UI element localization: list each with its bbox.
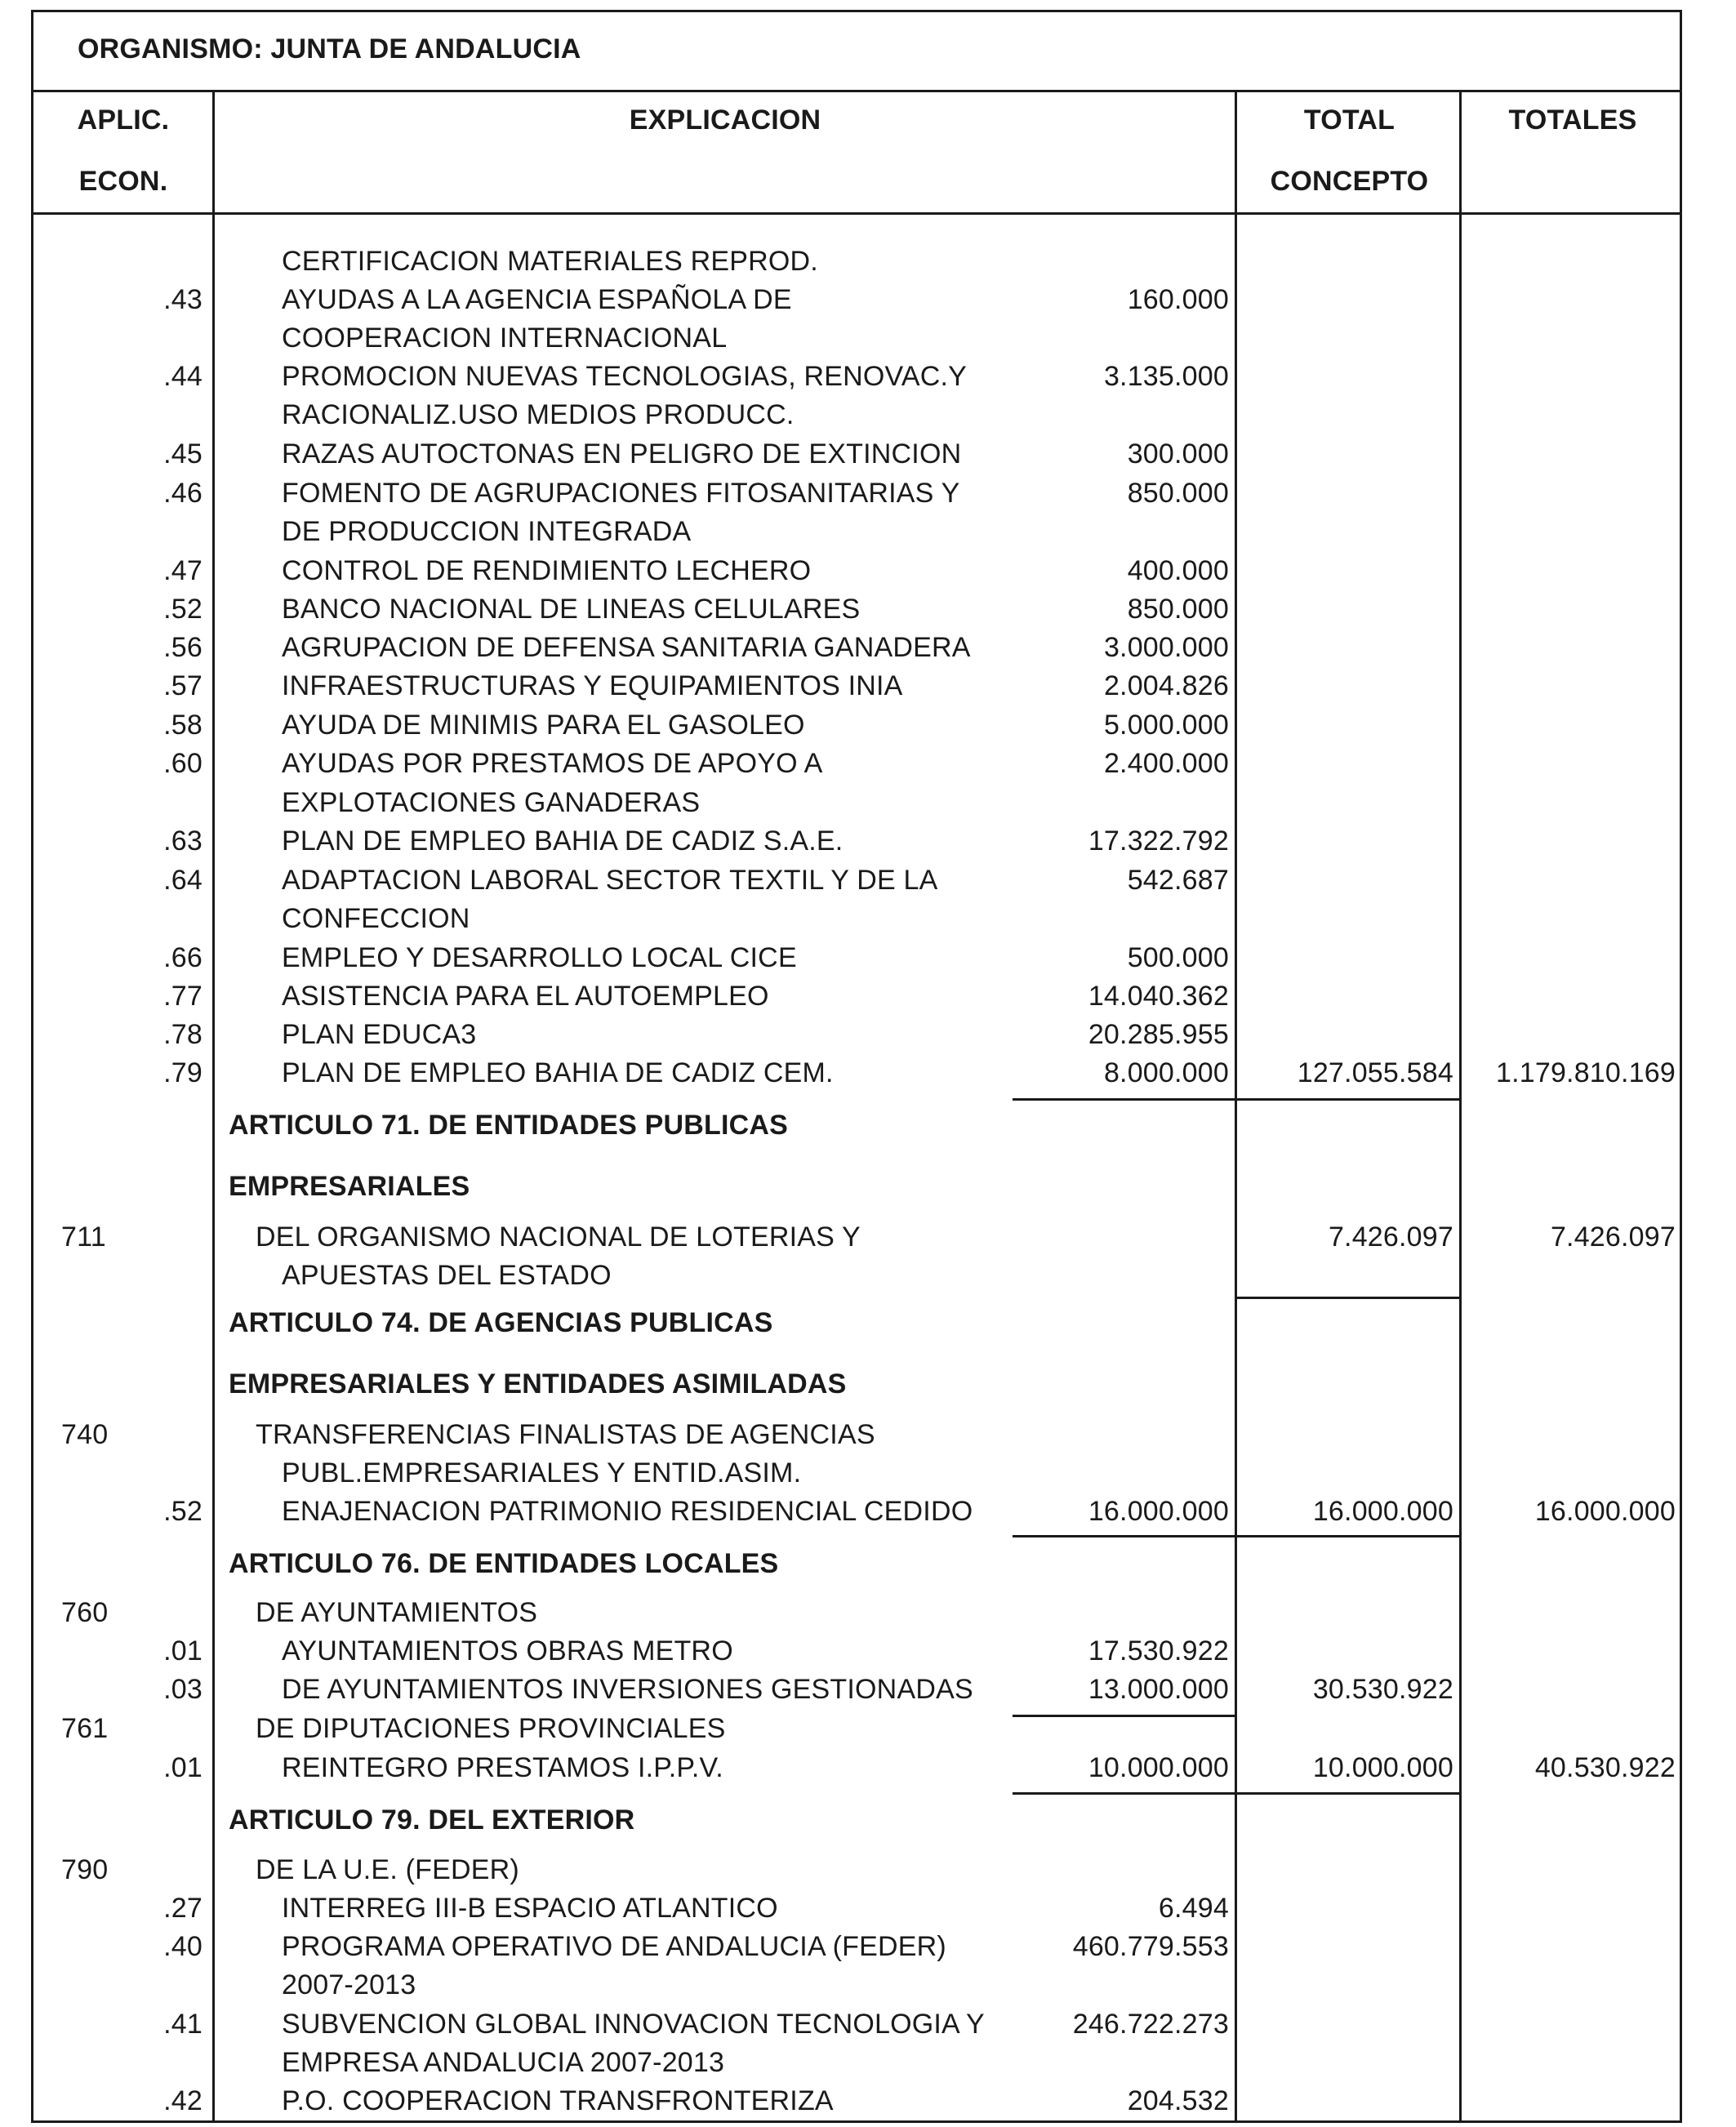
row-totales: 40.530.922 — [1534, 1752, 1676, 1783]
row-sub-code: .41 — [163, 2009, 203, 2040]
row-sub-code: .64 — [163, 865, 203, 896]
row-total-concepto: 7.426.097 — [1328, 1221, 1453, 1253]
row-description: ASISTENCIA PARA EL AUTOEMPLEO — [282, 981, 769, 1012]
row-sub-code: .57 — [163, 670, 203, 701]
row-description: DE PRODUCCION INTEGRADA — [282, 516, 692, 547]
row-code: 740 — [61, 1419, 109, 1450]
row-description: DE AYUNTAMIENTOS INVERSIONES GESTIONADAS — [282, 1674, 973, 1705]
column-header-divider — [31, 212, 1682, 215]
row-amount: 17.322.792 — [1088, 825, 1229, 857]
row-sub-code: .77 — [163, 981, 203, 1012]
row-description: AYUDAS A LA AGENCIA ESPAÑOLA DE — [282, 284, 792, 315]
row-sub-code: .03 — [163, 1674, 203, 1705]
row-description: PLAN DE EMPLEO BAHIA DE CADIZ CEM. — [282, 1057, 834, 1088]
row-amount: 160.000 — [1127, 284, 1229, 315]
row-totales: 16.000.000 — [1534, 1496, 1676, 1527]
row-description: ENAJENACION PATRIMONIO RESIDENCIAL CEDIDO — [282, 1496, 973, 1527]
sum-rule — [1013, 1098, 1236, 1101]
row-sub-code: .63 — [163, 825, 203, 857]
article-heading: ARTICULO 76. DE ENTIDADES LOCALES — [229, 1548, 779, 1579]
row-description: AYUDA DE MINIMIS PARA EL GASOLEO — [282, 710, 805, 741]
row-total-concepto: 30.530.922 — [1312, 1674, 1453, 1705]
row-sub-code: .27 — [163, 1893, 203, 1924]
article-heading: ARTICULO 79. DEL EXTERIOR — [229, 1804, 635, 1836]
row-amount: 6.494 — [1158, 1893, 1229, 1924]
row-description: DE LA U.E. (FEDER) — [256, 1854, 519, 1885]
col-header-aplic: APLIC. — [77, 105, 170, 136]
column-separator — [1459, 90, 1462, 2123]
col-header-total: TOTAL — [1303, 105, 1395, 136]
column-separator — [212, 90, 215, 2123]
row-amount: 2.400.000 — [1103, 748, 1229, 779]
row-description: RAZAS AUTOCTONAS EN PELIGRO DE EXTINCION — [282, 438, 962, 469]
sum-rule — [1235, 1098, 1462, 1101]
row-description: AYUNTAMIENTOS OBRAS METRO — [282, 1635, 733, 1666]
row-amount: 13.000.000 — [1088, 1674, 1229, 1705]
row-description: COOPERACION INTERNACIONAL — [282, 323, 728, 354]
row-amount: 3.135.000 — [1103, 361, 1229, 392]
col-header-econ: ECON. — [78, 166, 168, 197]
sum-rule — [1235, 1297, 1462, 1299]
row-description: INTERREG III-B ESPACIO ATLANTICO — [282, 1893, 778, 1924]
row-description: EMPRESA ANDALUCIA 2007-2013 — [282, 2047, 725, 2078]
row-totales: 1.179.810.169 — [1495, 1057, 1676, 1088]
row-sub-code: .01 — [163, 1752, 203, 1783]
row-sub-code: .01 — [163, 1635, 203, 1666]
article-heading: ARTICULO 71. DE ENTIDADES PUBLICAS — [229, 1110, 788, 1141]
row-sub-code: .58 — [163, 710, 203, 741]
row-description: 2007-2013 — [282, 1969, 416, 2000]
row-sub-code: .46 — [163, 478, 203, 509]
row-amount: 8.000.000 — [1103, 1057, 1229, 1088]
row-amount: 204.532 — [1127, 2085, 1229, 2116]
row-sub-code: .45 — [163, 438, 203, 469]
row-code: 760 — [61, 1597, 109, 1628]
header-divider — [31, 90, 1682, 92]
row-description: CONTROL DE RENDIMIENTO LECHERO — [282, 555, 812, 586]
row-description: DE AYUNTAMIENTOS — [256, 1597, 538, 1628]
row-description: CONFECCION — [282, 903, 470, 934]
row-total-concepto: 10.000.000 — [1312, 1752, 1453, 1783]
row-sub-code: .52 — [163, 594, 203, 625]
row-amount: 400.000 — [1127, 555, 1229, 586]
row-description: FOMENTO DE AGRUPACIONES FITOSANITARIAS Y — [282, 478, 960, 509]
sum-rule — [1013, 1715, 1236, 1717]
row-amount: 3.000.000 — [1103, 632, 1229, 663]
row-amount: 17.530.922 — [1088, 1635, 1229, 1666]
row-description: ADAPTACION LABORAL SECTOR TEXTIL Y DE LA — [282, 865, 938, 896]
col-header-explicacion: EXPLICACION — [629, 105, 821, 136]
row-description: AGRUPACION DE DEFENSA SANITARIA GANADERA — [282, 632, 971, 663]
col-header-totales: TOTALES — [1508, 105, 1637, 136]
row-description: PLAN DE EMPLEO BAHIA DE CADIZ S.A.E. — [282, 825, 844, 857]
row-code: 761 — [61, 1713, 109, 1744]
row-amount: 2.004.826 — [1103, 670, 1229, 701]
row-description: REINTEGRO PRESTAMOS I.P.P.V. — [282, 1752, 723, 1783]
row-amount: 20.285.955 — [1088, 1019, 1229, 1050]
row-amount: 850.000 — [1127, 478, 1229, 509]
row-amount: 300.000 — [1127, 438, 1229, 469]
column-separator — [1235, 90, 1237, 2123]
row-code: 790 — [61, 1854, 109, 1885]
row-description: PLAN EDUCA3 — [282, 1019, 477, 1050]
row-sub-code: .78 — [163, 1019, 203, 1050]
row-total-concepto: 127.055.584 — [1297, 1057, 1453, 1088]
article-heading: ARTICULO 74. DE AGENCIAS PUBLICAS — [229, 1307, 773, 1338]
row-sub-code: .66 — [163, 942, 203, 973]
col-header-concepto: CONCEPTO — [1270, 166, 1429, 197]
row-sub-code: .60 — [163, 748, 203, 779]
row-amount: 500.000 — [1127, 942, 1229, 973]
row-sub-code: .40 — [163, 1931, 203, 1962]
row-amount: 16.000.000 — [1088, 1496, 1229, 1527]
row-description: PROGRAMA OPERATIVO DE ANDALUCIA (FEDER) — [282, 1931, 946, 1962]
row-description: SUBVENCION GLOBAL INNOVACION TECNOLOGIA Y — [282, 2009, 985, 2040]
row-description: RACIONALIZ.USO MEDIOS PRODUCC. — [282, 399, 795, 430]
row-code: 711 — [61, 1221, 106, 1253]
row-sub-code: .56 — [163, 632, 203, 663]
row-description: PUBL.EMPRESARIALES Y ENTID.ASIM. — [282, 1457, 802, 1488]
organismo-title: ORGANISMO: JUNTA DE ANDALUCIA — [78, 33, 581, 65]
row-amount: 246.722.273 — [1072, 2009, 1229, 2040]
row-description: DE DIPUTACIONES PROVINCIALES — [256, 1713, 726, 1744]
row-sub-code: .44 — [163, 361, 203, 392]
sum-rule — [1013, 1535, 1460, 1537]
article-heading: EMPRESARIALES Y ENTIDADES ASIMILADAS — [229, 1368, 847, 1399]
row-amount: 14.040.362 — [1088, 981, 1229, 1012]
row-description: AYUDAS POR PRESTAMOS DE APOYO A — [282, 748, 823, 779]
row-sub-code: .42 — [163, 2085, 203, 2116]
row-amount: 542.687 — [1127, 865, 1229, 896]
row-description: TRANSFERENCIAS FINALISTAS DE AGENCIAS — [256, 1419, 875, 1450]
row-description: DEL ORGANISMO NACIONAL DE LOTERIAS Y — [256, 1221, 861, 1253]
row-description: INFRAESTRUCTURAS Y EQUIPAMIENTOS INIA — [282, 670, 903, 701]
row-description: CERTIFICACION MATERIALES REPROD. — [282, 246, 818, 277]
row-amount: 850.000 — [1127, 594, 1229, 625]
row-amount: 5.000.000 — [1103, 710, 1229, 741]
article-heading: EMPRESARIALES — [229, 1171, 470, 1202]
row-sub-code: .52 — [163, 1496, 203, 1527]
row-amount: 10.000.000 — [1088, 1752, 1229, 1783]
sum-rule — [1013, 1792, 1460, 1795]
row-total-concepto: 16.000.000 — [1312, 1496, 1453, 1527]
row-description: P.O. COOPERACION TRANSFRONTERIZA — [282, 2085, 834, 2116]
row-sub-code: .47 — [163, 555, 203, 586]
row-sub-code: .43 — [163, 284, 203, 315]
row-description: APUESTAS DEL ESTADO — [282, 1260, 612, 1291]
row-amount: 460.779.553 — [1072, 1931, 1229, 1962]
row-description: PROMOCION NUEVAS TECNOLOGIAS, RENOVAC.Y — [282, 361, 968, 392]
row-totales: 7.426.097 — [1550, 1221, 1676, 1253]
row-description: EMPLEO Y DESARROLLO LOCAL CICE — [282, 942, 797, 973]
row-description: BANCO NACIONAL DE LINEAS CELULARES — [282, 594, 861, 625]
row-description: EXPLOTACIONES GANADERAS — [282, 787, 701, 818]
row-sub-code: .79 — [163, 1057, 203, 1088]
